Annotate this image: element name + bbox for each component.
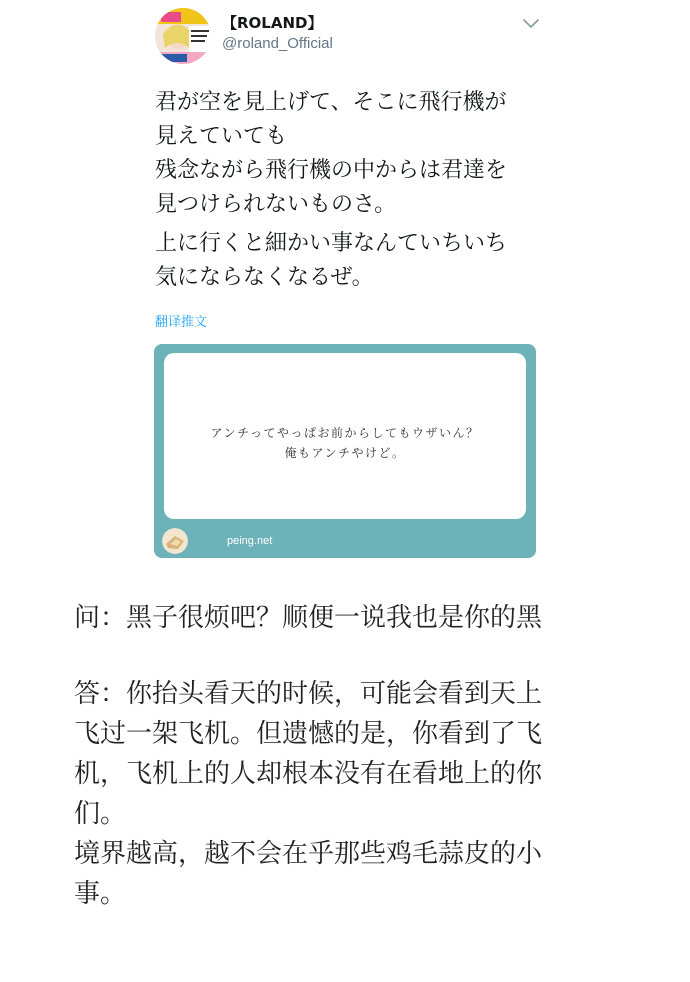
tweet-text-line: 君が空を見上げて、そこに飛行機が [155,90,507,115]
tweet-text-paragraph-2 [155,227,507,295]
card-question-text [164,423,526,463]
peing-logo-icon [162,528,188,554]
caption-question [74,598,542,638]
author-display-name[interactable]: 【ROLAND】 [222,14,323,32]
tweet-text-line: 見つけられないものさ。 [155,192,397,217]
caption-line: 机，飞机上的人却根本没有在看地上的你 [74,759,543,789]
avatar-image [155,8,211,64]
caption-line: 问：黑子很烦吧？顺便一说我也是你的黑 [74,603,543,633]
caption-line: 境界越高，越不会在乎那些鸡毛蒜皮的小 [74,839,543,869]
card-question-panel [164,353,526,519]
author-avatar[interactable] [155,8,211,64]
tweet-text-line: 上に行くと細かい事なんていちいち [155,231,508,256]
caption-line: 答：你抬头看天的时候，可能会看到天上 [74,679,543,709]
card-domain: peing.net [227,535,273,547]
author-handle[interactable]: @roland_Official [222,35,333,52]
link-card[interactable] [154,344,536,558]
caption-answer [74,674,542,914]
tweet-text-line: 残念ながら飛行機の中からは君達を [155,158,508,183]
tweet-menu-button[interactable] [520,14,542,32]
tweet-text-line: 見えていても [155,124,288,149]
chevron-down-icon [520,14,542,32]
translate-tweet-link[interactable]: 翻译推文 [155,315,208,330]
caption-line: 飞过一架飞机。但遗憾的是，你看到了飞 [74,719,543,749]
card-question-line: 俺もアンチやけど。 [284,446,406,460]
tweet-text-paragraph-1 [155,86,507,222]
card-question-line: アンチってやっぱお前からしてもウザいん？ [210,426,480,440]
tweet-text-line: 気にならなくなるぜ。 [155,265,374,290]
caption-line: 们。 [74,799,127,829]
caption-line: 事。 [74,879,127,909]
